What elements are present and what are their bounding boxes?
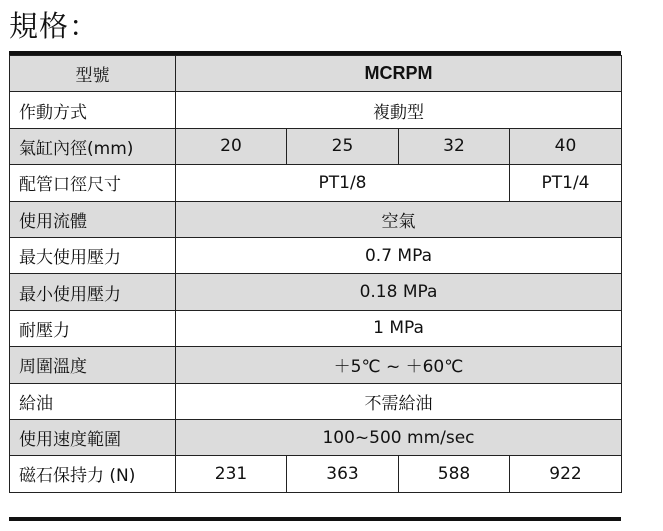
row-value: ＋5℃ ~ ＋60℃ [176,347,622,383]
port-cell: PT1/4 [510,165,622,201]
row-label: 給油 [10,383,176,419]
row-value: 空氣 [176,201,622,237]
row-fluid [10,201,622,237]
force-cell: 363 [287,456,399,492]
row-value: 複動型 [176,92,622,128]
row-label: 使用速度範圍 [10,419,176,455]
row-label: 最大使用壓力 [10,237,176,273]
row-bore-size [10,128,622,164]
spec-table [9,55,622,493]
row-value: 0.18 MPa [176,274,622,310]
row-value: 100~500 mm/sec [176,419,622,455]
bore-cell: 40 [510,128,622,164]
row-operation-type [10,92,622,128]
header-label: 型號 [10,56,176,92]
force-cell: 588 [399,456,510,492]
force-cell: 922 [510,456,622,492]
row-lubrication [10,383,622,419]
row-label: 最小使用壓力 [10,274,176,310]
force-cell: 231 [176,456,287,492]
row-ambient-temperature [10,347,622,383]
row-label: 磁石保持力 (N) [10,456,176,492]
row-proof-pressure [10,310,622,346]
row-value: 不需給油 [176,383,622,419]
page-title: 規格： [9,9,100,43]
row-label: 使用流體 [10,201,176,237]
bottom-rule [9,517,621,521]
model-name: MCRPM [176,56,622,92]
row-min-pressure [10,274,622,310]
row-label: 氣缸內徑(mm) [10,128,176,164]
row-max-pressure [10,237,622,273]
port-cell: PT1/8 [176,165,510,201]
bore-cell: 20 [176,128,287,164]
row-value: 0.7 MPa [176,237,622,273]
row-port-size [10,165,622,201]
table-header-row [10,56,622,92]
row-label: 周圍溫度 [10,347,176,383]
row-label: 配管口徑尺寸 [10,165,176,201]
row-value: 1 MPa [176,310,622,346]
bore-cell: 32 [399,128,510,164]
row-label: 耐壓力 [10,310,176,346]
row-speed-range [10,419,622,455]
bore-cell: 25 [287,128,399,164]
row-magnet-holding-force [10,456,622,492]
row-label: 作動方式 [10,92,176,128]
